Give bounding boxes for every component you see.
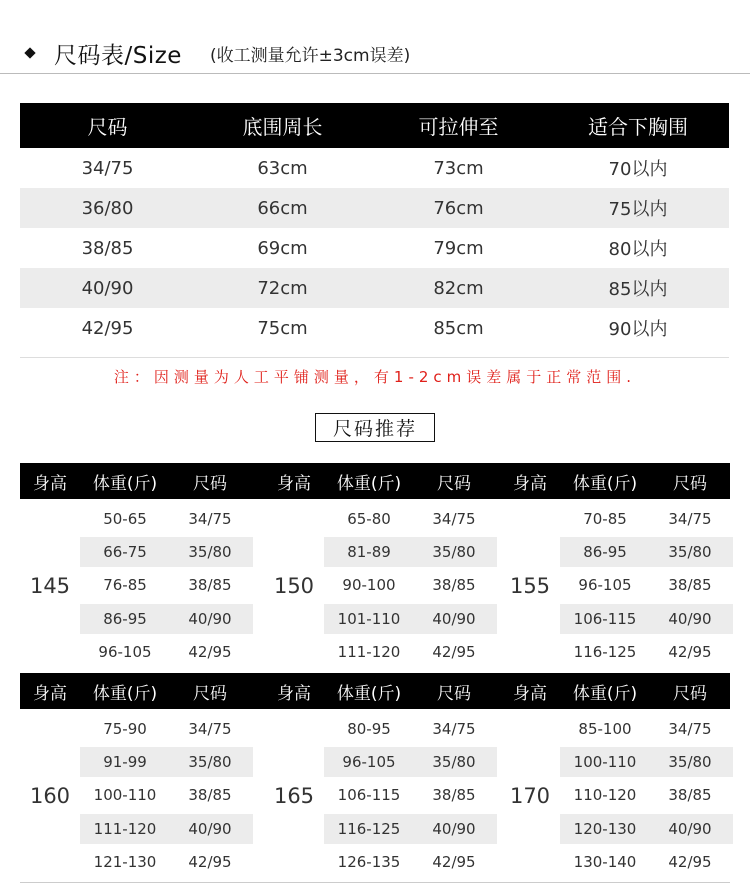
table-cell: 42/95 [81,317,134,339]
size-cell: 35/80 [188,542,232,561]
weight-cell: 110-120 [573,786,637,805]
table-cell: 70以内 [608,159,668,180]
weight-cell: 106-115 [337,786,401,805]
size-cell: 40/90 [432,819,476,838]
weight-cell: 96-105 [578,576,632,595]
weight-cell: 126-135 [337,853,401,872]
weight-cell: 130-140 [573,853,637,872]
table-cell: 69cm [257,237,308,259]
weight-cell: 66-75 [103,542,147,561]
recommend-col-header: 尺码 [193,683,227,704]
size-cell: 38/85 [188,576,232,595]
height-value: 170 [509,783,551,808]
size-cell: 42/95 [668,643,712,662]
size-cell: 38/85 [668,786,712,805]
recommend-col-header: 体重(斤) [336,473,402,494]
table-cell: 76cm [433,197,484,219]
size-cell: 38/85 [432,576,476,595]
table-cell: 79cm [433,237,484,259]
weight-cell: 86-95 [103,609,147,628]
weight-cell: 91-99 [103,752,147,771]
size-col-header: 适合下胸围 [588,115,688,139]
size-cell: 40/90 [432,609,476,628]
weight-cell: 70-85 [583,509,627,528]
size-cell: 40/90 [188,819,232,838]
size-cell: 35/80 [668,542,712,561]
size-cell: 34/75 [668,719,712,738]
size-cell: 40/90 [188,609,232,628]
weight-cell: 121-130 [93,853,157,872]
size-cell: 35/80 [432,542,476,561]
weight-cell: 96-105 [342,752,396,771]
recommend-title: 尺码推荐 [315,413,435,442]
size-cell: 34/75 [668,509,712,528]
table-cell: 34/75 [81,157,134,179]
size-cell: 34/75 [188,719,232,738]
recommend-col-header: 体重(斤) [572,473,638,494]
weight-cell: 65-80 [347,509,391,528]
weight-cell: 106-115 [573,609,637,628]
diamond-bullet-icon [24,47,35,58]
weight-cell: 86-95 [583,542,627,561]
weight-cell: 116-125 [573,643,637,662]
table-cell: 72cm [257,277,308,299]
size-col-header: 底围周长 [242,115,323,139]
recommend-col-header: 体重(斤) [92,683,158,704]
weight-cell: 100-110 [573,752,637,771]
height-value: 155 [509,573,551,598]
table-cell: 40/90 [81,277,134,299]
weight-cell: 80-95 [347,719,391,738]
weight-cell: 111-120 [93,819,157,838]
size-cell: 34/75 [432,509,476,528]
bottom-divider [20,882,730,883]
recommend-col-header: 体重(斤) [92,473,158,494]
table-cell: 80以内 [608,239,668,260]
table-cell: 90以内 [608,319,668,340]
table-row [20,268,729,308]
recommend-col-header: 身高 [277,473,311,494]
recommend-col-header: 尺码 [673,473,707,494]
size-table [20,103,729,348]
size-cell: 42/95 [668,853,712,872]
weight-cell: 50-65 [103,509,147,528]
table-cell: 85cm [433,317,484,339]
weight-cell: 116-125 [337,819,401,838]
height-value: 145 [29,573,71,598]
weight-cell: 76-85 [103,576,147,595]
page-title: 尺码表/Size [54,42,182,69]
recommend-col-header: 身高 [513,683,547,704]
table-row [20,188,729,228]
size-cell: 35/80 [188,752,232,771]
table-cell: 73cm [433,157,484,179]
size-cell: 40/90 [668,609,712,628]
size-cell: 34/75 [432,719,476,738]
weight-cell: 111-120 [337,643,401,662]
table-cell: 75以内 [608,199,668,220]
size-cell: 40/90 [668,819,712,838]
table-cell: 75cm [257,317,308,339]
table-cell: 63cm [257,157,308,179]
table-cell: 38/85 [81,237,134,259]
table-row [20,228,729,268]
size-table-divider [20,357,729,358]
size-cell: 42/95 [432,853,476,872]
recommend-col-header: 体重(斤) [336,683,402,704]
size-table-header [20,103,729,148]
weight-cell: 120-130 [573,819,637,838]
size-cell: 42/95 [188,643,232,662]
height-value: 165 [273,783,315,808]
size-col-header: 尺码 [87,115,128,139]
size-cell: 38/85 [432,786,476,805]
table-row [20,148,729,188]
recommend-col-header: 身高 [33,473,67,494]
weight-cell: 85-100 [578,719,632,738]
recommend-col-header: 体重(斤) [572,683,638,704]
recommend-col-header: 尺码 [437,683,471,704]
size-cell: 35/80 [668,752,712,771]
page-header [24,36,724,70]
table-cell: 82cm [433,277,484,299]
size-cell: 34/75 [188,509,232,528]
recommend-col-header: 尺码 [193,473,227,494]
recommend-col-header: 身高 [33,683,67,704]
weight-cell: 100-110 [93,786,157,805]
table-cell: 36/80 [81,197,134,219]
size-cell: 38/85 [668,576,712,595]
recommend-col-header: 尺码 [673,683,707,704]
table-cell: 85以内 [608,279,668,300]
weight-cell: 90-100 [342,576,396,595]
weight-cell: 96-105 [98,643,152,662]
size-cell: 42/95 [188,853,232,872]
size-cell: 38/85 [188,786,232,805]
header-divider [0,73,750,74]
weight-cell: 75-90 [103,719,147,738]
height-value: 150 [273,573,315,598]
table-cell: 66cm [257,197,308,219]
weight-cell: 81-89 [347,542,391,561]
table-row [20,308,729,348]
size-col-header: 可拉伸至 [418,115,499,139]
size-cell: 42/95 [432,643,476,662]
page-subtitle: (收工测量允许±3cm误差) [209,45,411,66]
recommend-col-header: 身高 [277,683,311,704]
recommend-col-header: 身高 [513,473,547,494]
weight-cell: 101-110 [337,609,401,628]
size-cell: 35/80 [432,752,476,771]
recommend-col-header: 尺码 [437,473,471,494]
height-value: 160 [29,783,71,808]
measurement-note: 注：因测量为人工平铺测量，有1-2cm误差属于正常范围. [113,368,637,386]
